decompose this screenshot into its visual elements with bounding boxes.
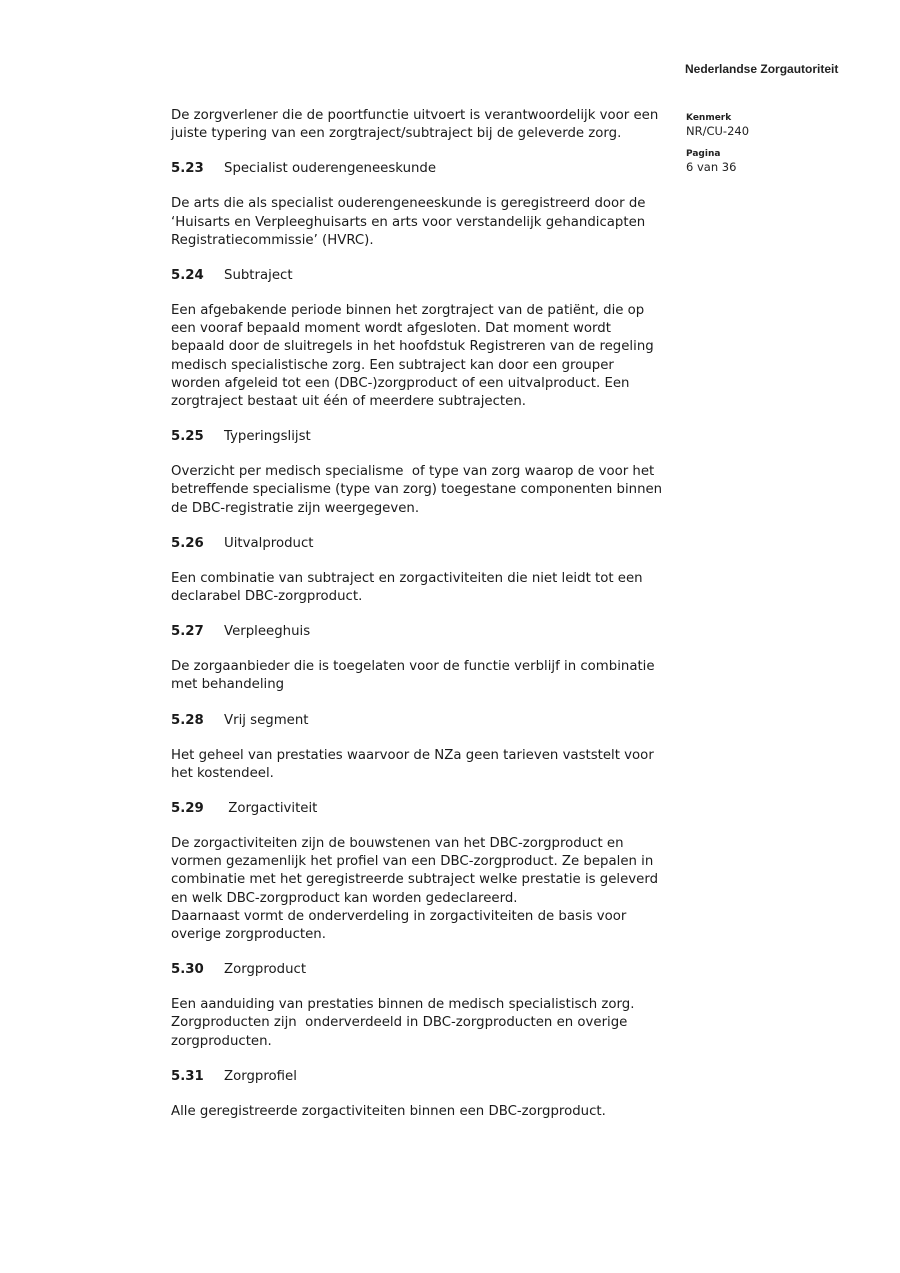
section-heading xyxy=(171,267,681,285)
section-number: 5.23 xyxy=(171,161,204,177)
section-number: 5.29 xyxy=(171,801,204,817)
section-title: Zorgactiviteit xyxy=(224,801,318,817)
section-title: Verpleeghuis xyxy=(224,624,311,640)
section-number: 5.28 xyxy=(171,712,204,728)
paragraph-line: Het geheel van prestaties waarvoor de NZa geen tarieven vaststelt voor xyxy=(171,747,654,763)
paragraph-line: combinatie met het geregistreerde subtraject welke prestatie is geleverd xyxy=(171,872,659,888)
paragraph-line: Alle geregistreerde zorgactiviteiten binnen een DBC-zorgproduct. xyxy=(171,1103,606,1119)
section-title: Vrij segment xyxy=(224,712,309,728)
section-heading xyxy=(171,535,681,553)
pagina-label: Pagina xyxy=(686,149,721,159)
document-meta xyxy=(686,112,749,184)
section-title: Uitvalproduct xyxy=(224,535,314,551)
paragraph-line: zorgproducten. xyxy=(171,1033,272,1049)
section-number: 5.26 xyxy=(171,535,204,551)
section-heading xyxy=(171,160,681,178)
paragraph-line: Overzicht per medisch specialisme of type van zorg waarop de voor het xyxy=(171,464,655,480)
section-title: Subtraject xyxy=(224,268,293,284)
organization-name: Nederlandse Zorgautoriteit xyxy=(685,62,839,76)
paragraph-line: medisch specialistische zorg. Een subtraject kan door een grouper xyxy=(171,357,614,373)
paragraph-line: worden afgeleid tot een (DBC-)zorgproduct of een uitvalproduct. Een xyxy=(171,375,630,391)
section-title: Specialist ouderengeneeskunde xyxy=(224,161,437,177)
paragraph-line: declarabel DBC-zorgproduct. xyxy=(171,589,363,605)
paragraph-line: de DBC-registratie zijn weergegeven. xyxy=(171,500,420,516)
section-paragraph xyxy=(171,747,681,783)
paragraph-line: De zorgaanbieder die is toegelaten voor de functie verblijf in combinatie xyxy=(171,659,655,675)
pagina-value: 6 van 36 xyxy=(686,160,737,174)
section-paragraph xyxy=(171,302,681,411)
paragraph-line: betreffende specialisme (type van zorg) toegestane componenten binnen xyxy=(171,482,663,498)
section-title: Zorgprofiel xyxy=(224,1068,297,1084)
paragraph-line: Een afgebakende periode binnen het zorgtraject van de patiënt, die op xyxy=(171,303,645,319)
section-paragraph xyxy=(171,570,681,606)
section-heading xyxy=(171,712,681,730)
intro-paragraph xyxy=(171,107,681,143)
paragraph-line: De zorgactiviteiten zijn de bouwstenen van het DBC-zorgproduct en xyxy=(171,836,624,852)
paragraph-line: en welk DBC-zorgproduct kan worden gedeclareerd. xyxy=(171,890,518,906)
section-title: Typeringslijst xyxy=(224,429,311,445)
section-number: 5.24 xyxy=(171,268,204,284)
section-paragraph xyxy=(171,835,681,944)
section-paragraph xyxy=(171,658,681,694)
paragraph-line: ‘Huisarts en Verpleeghuisarts en arts voor verstandelijk gehandicapten xyxy=(171,214,646,230)
kenmerk-label: Kenmerk xyxy=(686,113,732,123)
paragraph-line: zorgtraject bestaat uit één of meerdere subtrajecten. xyxy=(171,394,526,410)
paragraph-line: bepaald door de sluitregels in het hoofdstuk Registreren van de regeling xyxy=(171,339,654,355)
paragraph-line: De arts die als specialist ouderengeneeskunde is geregistreerd door de xyxy=(171,196,646,212)
section-heading xyxy=(171,623,681,641)
paragraph-line: een vooraf bepaald moment wordt afgesloten. Dat moment wordt xyxy=(171,321,611,337)
section-heading xyxy=(171,428,681,446)
paragraph-line: Zorgproducten zijn onderverdeeld in DBC-zorgproducten en overige xyxy=(171,1015,628,1031)
kenmerk-value: NR/CU-240 xyxy=(686,124,750,138)
section-number: 5.27 xyxy=(171,624,204,640)
paragraph-line: Registratiecommissie’ (HVRC). xyxy=(171,232,374,248)
section-title: Zorgproduct xyxy=(224,962,307,978)
section-paragraph xyxy=(171,1103,681,1121)
definitions-list xyxy=(171,143,681,1121)
section-heading xyxy=(171,1068,681,1086)
document-body xyxy=(171,107,681,1121)
section-number: 5.31 xyxy=(171,1068,204,1084)
section-paragraph xyxy=(171,195,681,250)
paragraph-line: juiste typering van een zorgtraject/subtraject bij de geleverde zorg. xyxy=(171,126,622,142)
section-heading xyxy=(171,800,681,818)
paragraph-line: De zorgverlener die de poortfunctie uitvoert is verantwoordelijk voor een xyxy=(171,108,659,123)
section-paragraph xyxy=(171,463,681,518)
section-heading xyxy=(171,961,681,979)
section-number: 5.30 xyxy=(171,962,204,978)
paragraph-line: met behandeling xyxy=(171,677,285,693)
section-number: 5.25 xyxy=(171,429,204,445)
paragraph-line: het kostendeel. xyxy=(171,765,274,781)
section-paragraph xyxy=(171,996,681,1051)
paragraph-line: vormen gezamenlijk het profiel van een DBC-zorgproduct. Ze bepalen in xyxy=(171,854,654,870)
paragraph-line: Daarnaast vormt de onderverdeling in zorgactiviteiten de basis voor xyxy=(171,908,627,924)
paragraph-line: Een combinatie van subtraject en zorgactiviteiten die niet leidt tot een xyxy=(171,570,643,586)
paragraph-line: overige zorgproducten. xyxy=(171,927,326,943)
paragraph-line: Een aanduiding van prestaties binnen de medisch specialistisch zorg. xyxy=(171,997,635,1013)
